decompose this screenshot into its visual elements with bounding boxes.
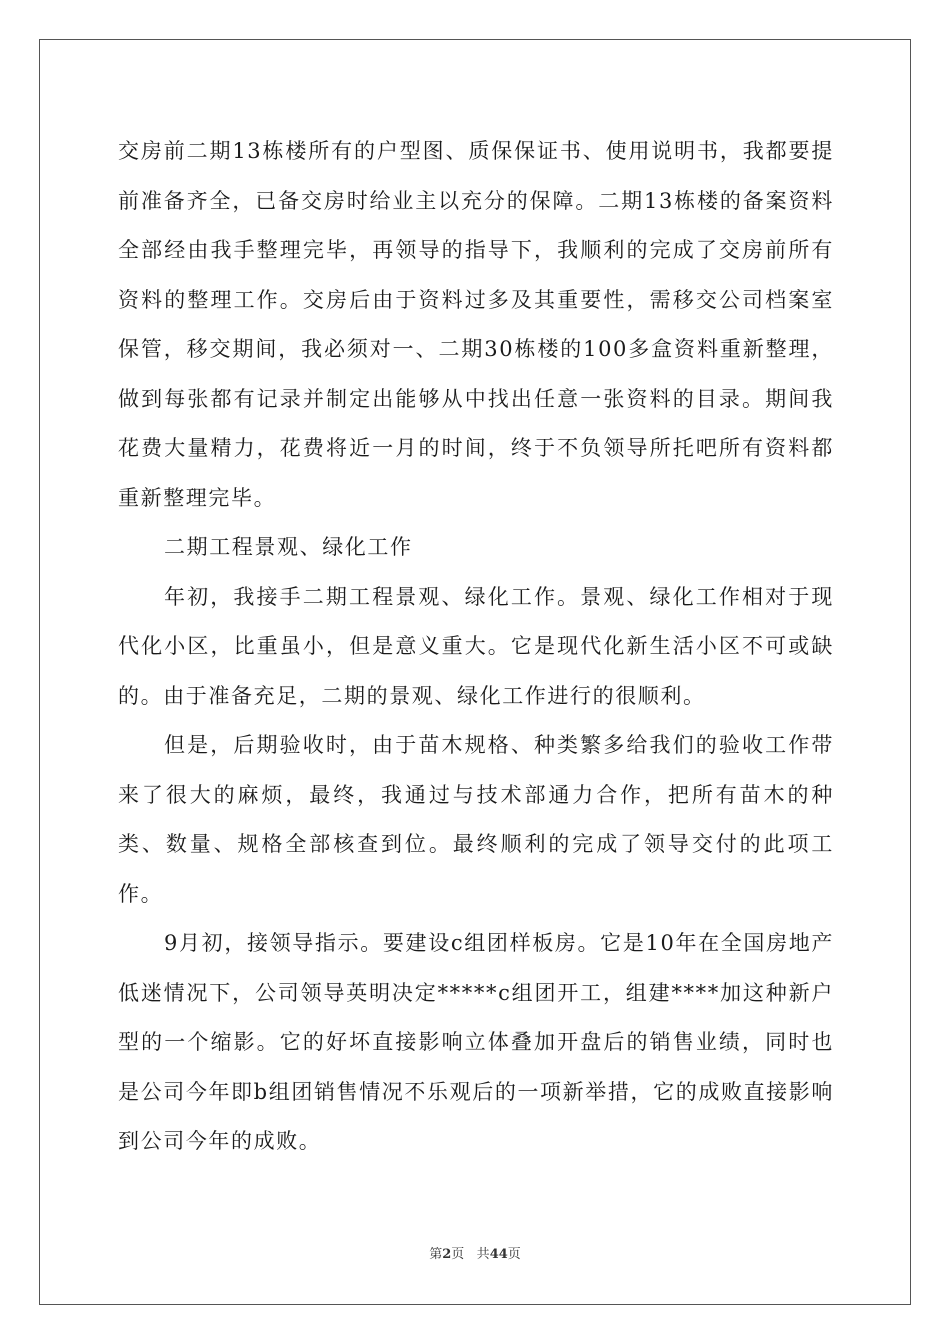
- page-number-suffix: 页: [451, 1247, 465, 1262]
- page-number-prefix: 第: [429, 1247, 443, 1262]
- section-heading: 二期工程景观、绿化工作: [164, 535, 413, 559]
- document-body: [118, 127, 834, 1167]
- page-footer: [0, 1246, 950, 1264]
- body-paragraph: 交房前二期13栋楼所有的户型图、质保保证书、使用说明书，我都要提前准备齐全，已备交房时给业主以充分的保障。二期13栋楼的备案资料全部经由我手整理完毕，再领导的指导下，我顺利的完成了交房前所有资料的整理工作。交房后由于资料过多及其重要性，需移交公司档案室保管，移交期间，我必须对一、二期30栋楼的100多盒资料重新整理，做到每张都有记录并制定出能够从中找出任意一张资料的目录。期间我花费大量精力，花费将近一月的时间，终于不负领导所托吧所有资料都重新整理完毕。: [118, 139, 834, 510]
- body-paragraph: 但是，后期验收时，由于苗木规格、种类繁多给我们的验收工作带来了很大的麻烦，最终，我通过与技术部通力合作，把所有苗木的种类、数量、规格全部核查到位。最终顺利的完成了领导交付的此项工作。: [118, 733, 834, 906]
- total-pages-suffix: 页: [507, 1247, 521, 1262]
- total-page-count: 44: [489, 1247, 508, 1262]
- total-pages-prefix: 共: [476, 1247, 490, 1262]
- body-paragraph: 9月初，接领导指示。要建设c组团样板房。它是10年在全国房地产低迷情况下，公司领导英明决定*****c组团开工，组建****加这种新户型的一个缩影。它的好坏直接影响立体叠加开盘后的销售业绩，同时也是公司今年即b组团销售情况不乐观后的一项新举措，它的成败直接影响到公司今年的成败。: [118, 931, 834, 1153]
- current-page-number: 2: [442, 1247, 452, 1262]
- body-paragraph: 年初，我接手二期工程景观、绿化工作。景观、绿化工作相对于现代化小区，比重虽小，但是意义重大。它是现代化新生活小区不可或缺的。由于准备充足，二期的景观、绿化工作进行的很顺利。: [118, 584, 834, 708]
